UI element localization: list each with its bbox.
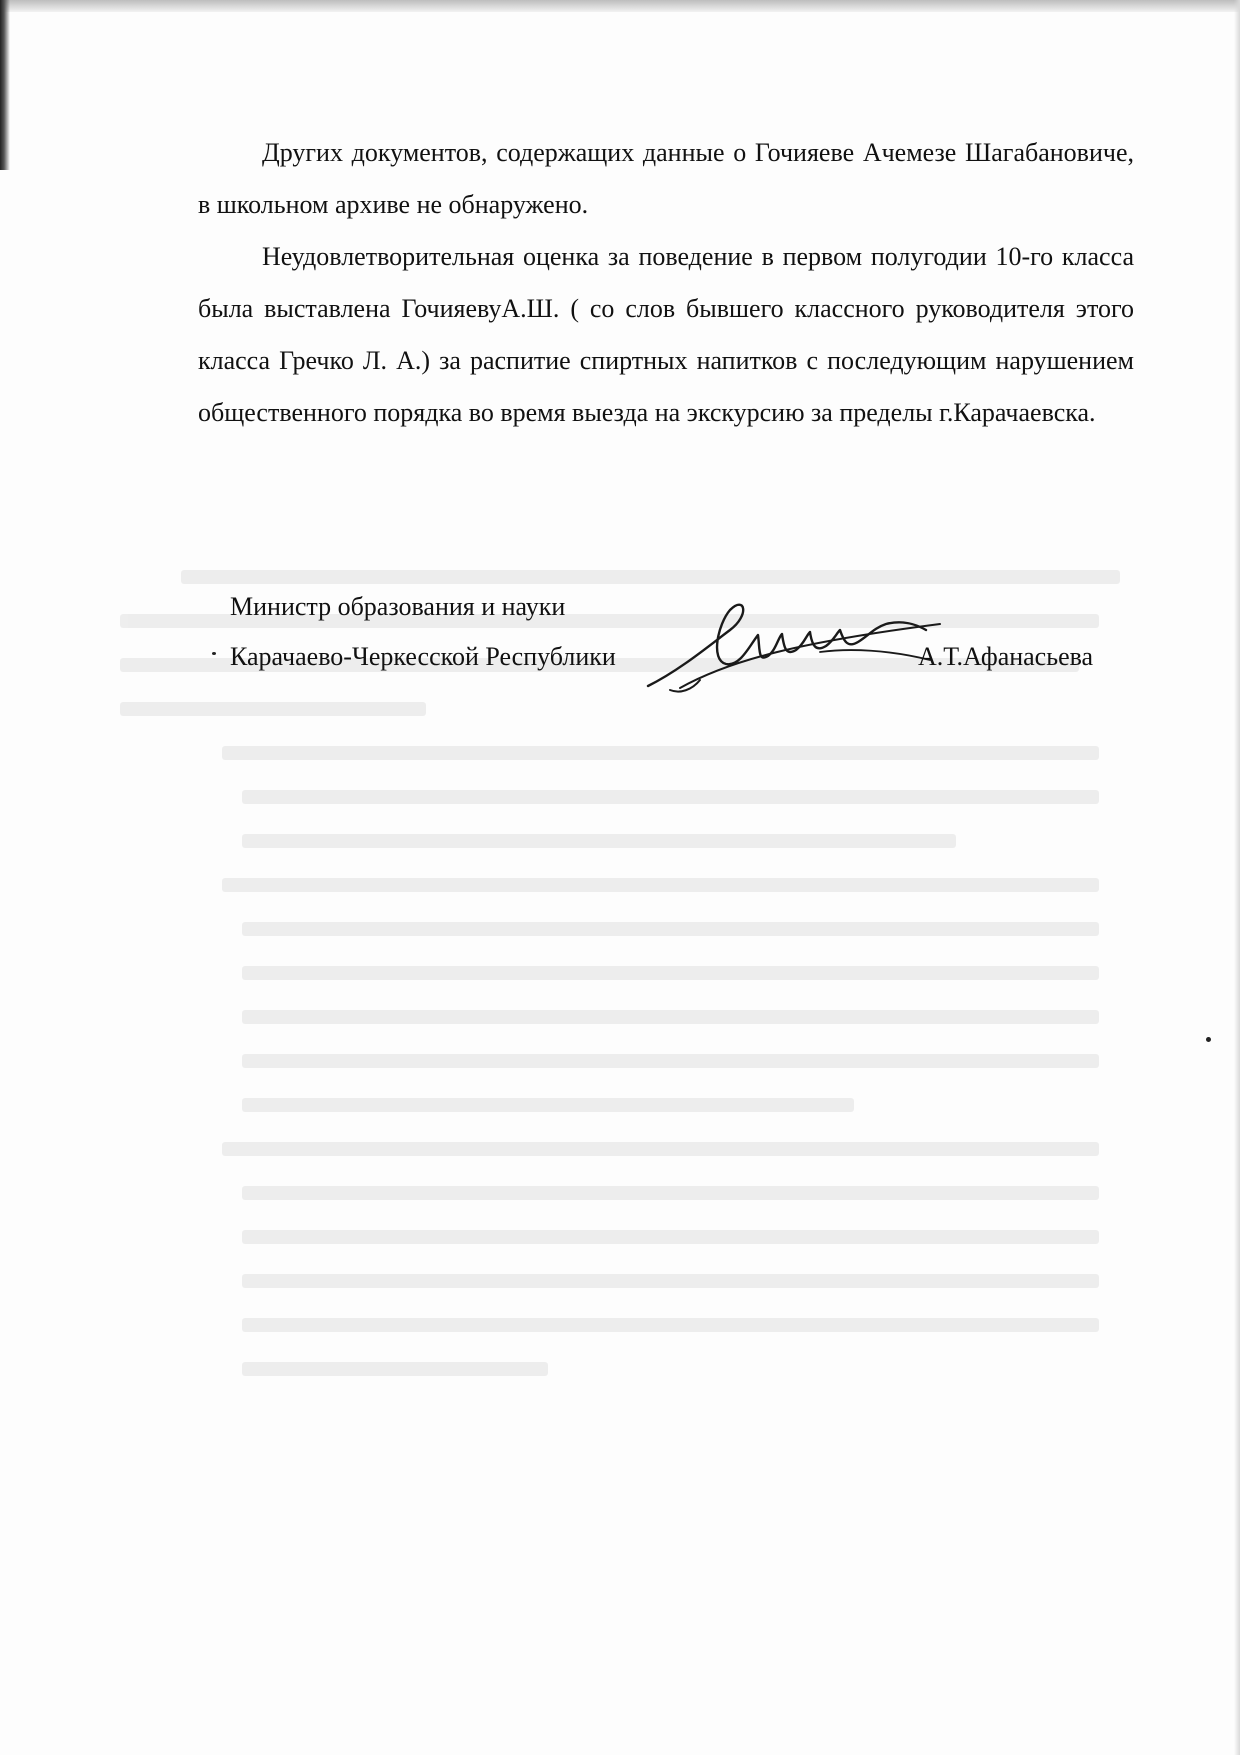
handwritten-signature [640,590,950,700]
scan-edge-top [0,0,1240,12]
paragraph-conduct-grade: Неудовлетворительная оценка за поведение в первом полугодии 10-го класса была выставлена ГочияевуА.Ш. ( со слов бывшего классного руководителя этого класса Гречко Л. А.) за распитие спиртных напитков с последующим нарушением общественного порядка во время выезда на экскурсию за пределы г.Карачаевска. [198,242,1134,427]
signatory-title-line2: Карачаево-Черкесской Республики [230,642,616,671]
bleed-through-texture [120,540,1140,1640]
signatory-title-line1: Министр образования и науки [230,592,566,621]
scan-edge-right [1234,0,1240,1755]
scan-speck [212,652,216,655]
signer-name: А.Т.Афанасьева [918,642,1094,671]
scan-edge-left [0,0,10,170]
paragraph-archive-note: Других документов, содержащих данные о Гочияеве Ачемезе Шагабановиче, в школьном архиве не обнаружено. [198,138,1134,219]
scan-speck [1206,1037,1211,1042]
